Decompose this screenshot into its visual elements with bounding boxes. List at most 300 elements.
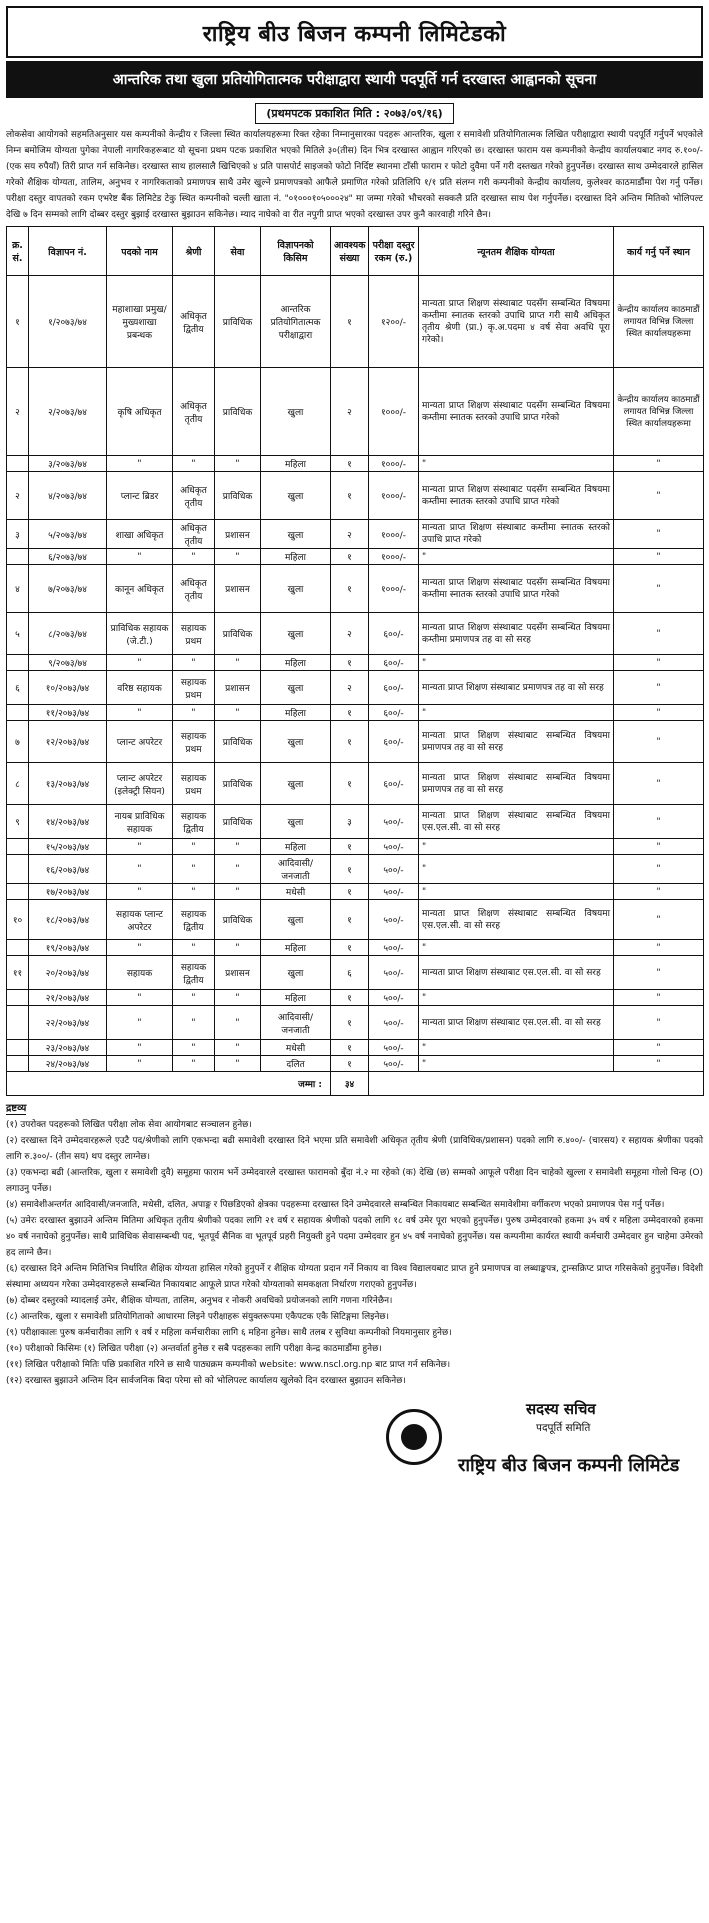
row-post: कानून अधिकृत	[107, 565, 173, 613]
row-count: १	[331, 1040, 369, 1056]
row-qualification: "	[419, 456, 614, 472]
col-count: आवश्यक संख्या	[331, 227, 369, 276]
row-post: महाशाखा प्रमुख/ मुख्यशाखा प्रबन्धक	[107, 276, 173, 368]
row-qualification: "	[419, 655, 614, 671]
row-count: १	[331, 276, 369, 368]
row-sn: ९	[7, 805, 29, 839]
row-type: महिला	[261, 990, 331, 1006]
table-row	[7, 839, 704, 855]
col-post: पदको नाम	[107, 227, 173, 276]
row-fee: ५००/-	[369, 1006, 419, 1040]
table-row	[7, 956, 704, 990]
row-count: २	[331, 520, 369, 549]
row-location: "	[614, 472, 704, 520]
row-adv-no: ५/२०७३/७४	[29, 520, 107, 549]
row-adv-no: ७/२०७३/७४	[29, 565, 107, 613]
row-location: "	[614, 456, 704, 472]
row-grade: अधिकृत द्वितीय	[173, 276, 215, 368]
row-qualification: मान्यता प्राप्त शिक्षण संस्थाबाट पदसँग सम्बन्धित विषयमा कम्तीमा स्नातक स्तरको उपाधि प्राप्त गरेको	[419, 472, 614, 520]
row-location: "	[614, 805, 704, 839]
company-name: राष्ट्रिय बीउ बिजन कम्पनी लिमिटेड	[458, 1455, 680, 1476]
row-location: "	[614, 520, 704, 549]
row-fee: ५००/-	[369, 990, 419, 1006]
col-adv: विज्ञापन नं.	[29, 227, 107, 276]
total-row	[7, 1072, 704, 1096]
row-fee: ६००/-	[369, 655, 419, 671]
row-location: केन्द्रीय कार्यालय काठमाडौं लगायत विभिन्न जिल्ला स्थित कार्यालयहरूमा	[614, 276, 704, 368]
row-grade: "	[173, 1056, 215, 1072]
note-item: (४) समावेशीअन्तर्गत आदिवासी/जनजाति, मधेसी, दलित, अपाङ्ग र पिछडिएको क्षेत्रका पदहरूमा दरखास्त दिने उम्मेदवारले सम्बन्धित निकायबाट सम्बन्धित समावेशीमा वर्गीकरण भएको प्रमाणपत्र पेस गर्नु पर्नेछ।	[6, 1200, 665, 1210]
row-sn: ४	[7, 565, 29, 613]
table-row	[7, 721, 704, 763]
row-grade: सहायक द्वितीय	[173, 805, 215, 839]
table-row	[7, 855, 704, 884]
row-qualification: मान्यता प्राप्त शिक्षण संस्थाबाट एस.एल.सी. वा सो सरह	[419, 1006, 614, 1040]
row-qualification: "	[419, 855, 614, 884]
row-location: "	[614, 549, 704, 565]
row-grade: अधिकृत तृतीय	[173, 565, 215, 613]
row-sn: १	[7, 276, 29, 368]
row-type: खुला	[261, 900, 331, 940]
intro-paragraph: लोकसेवा आयोगको सहमतिअनुसार यस कम्पनीको केन्द्रीय र जिल्ला स्थित कार्यालयहरूमा रिक्त रहेका निम्नानुसारका पदहरू आन्तरिक, खुला र समावेशी प्रतियोगितात्मक लिखित परीक्षाद्वारा स्थायी पदपूर्ति गर्नुपर्ने भएकोले निम्न बमोजिम योग्यता पुगेका नेपाली नागरिकहरूबाट यो सूचना प्रथम पटक प्रकाशित भएको मितिले ३०(तीस) दिन भित्र दरखास्त आह्वान गरिएको छ। दरखास्त फाराम यस कम्पनीको केन्द्रीय कार्यालयबाट नगद रु.१००/- (एक सय रुपैयाँ) तिरी प्राप्त गर्न सकिनेछ। दरखास्त साथ हालसालै खिचिएको ४ प्रति पासपोर्ट साइजको फोटो निर्दिष्ट स्थानमा टाँसी फाराम र फोटो दुवैमा पर्ने गरी दस्तखत गरेको हुनुपर्नेछ। दरखास्त साथ उम्मेदवारले हासिल गरेको शैक्षिक योग्यता, तालिम, अनुभव र नागरिकताको प्रमाणपत्र साथै उमेर खुल्ने प्रमाणपत्रको आफैले प्रमाणित गरेको प्रतिलिपि १/१ प्रति संलग्न गरी कम्पनीको केन्द्रीय कार्यालय, कुलेश्वर काठमाडौंमा पेश गर्नु पर्नेछ। परीक्षा दस्तुर वापतको रकम एभरेष्ट बैंक लिमिटेड टेकु स्थित कम्पनीको चल्ती खाता नं. "०१०००१०५०००२४" मा जम्मा गरेको भौचरको सक्कलै प्रति दरखास्त साथ पेश गर्नुपर्नेछ। दरखास्त दिने अन्तिम मितिको भोलिपल्ट देखि ७ दिन सम्मको लागि दोब्बर दस्तुर बुझाई दरखास्त बुझाउन सकिनेछ। म्याद नाघेको वा रीत नपुगी प्राप्त भएको दरखास्त उपर कुनै कारवाही गरिने छैन।	[6, 130, 703, 220]
row-post: शाखा अधिकृत	[107, 520, 173, 549]
row-fee: १०००/-	[369, 472, 419, 520]
col-service: सेवा	[215, 227, 261, 276]
row-grade: "	[173, 940, 215, 956]
row-adv-no: २/२०७३/७४	[29, 368, 107, 456]
row-type: आदिवासी/ जनजाती	[261, 1006, 331, 1040]
row-post: "	[107, 884, 173, 900]
row-post: "	[107, 855, 173, 884]
row-count: १	[331, 705, 369, 721]
row-grade: अधिकृत तृतीय	[173, 520, 215, 549]
row-service: "	[215, 1006, 261, 1040]
row-adv-no: ८/२०७३/७४	[29, 613, 107, 655]
row-grade: सहायक द्वितीय	[173, 900, 215, 940]
row-fee: ५००/-	[369, 1056, 419, 1072]
row-qualification: "	[419, 705, 614, 721]
row-post: "	[107, 990, 173, 1006]
row-count: १	[331, 1006, 369, 1040]
table-row	[7, 655, 704, 671]
row-sn	[7, 1006, 29, 1040]
row-type: महिला	[261, 456, 331, 472]
row-location: "	[614, 956, 704, 990]
table-row	[7, 705, 704, 721]
row-grade: सहायक प्रथम	[173, 763, 215, 805]
row-qualification: मान्यता प्राप्त शिक्षण संस्थाबाट सम्बन्धित विषयमा एस.एल.सी. वा सो सरह	[419, 805, 614, 839]
row-adv-no: १०/२०७३/७४	[29, 671, 107, 705]
row-fee: १०००/-	[369, 549, 419, 565]
row-adv-no: २१/२०७३/७४	[29, 990, 107, 1006]
table-row	[7, 940, 704, 956]
note-item: (२) दरखास्त दिने उम्मेदवारहरूले एउटै पद/श्रेणीको लागि एकभन्दा बढी समावेशी दरखास्त दिने भएमा प्रति समावेशी अधिकृत तृतीय श्रेणी (प्राविधिक/प्रशासन) पदको लागि रु.४००/- (चारसय) र सहायक श्रेणीका पदको लागि रु.३००/- (तीन सय) थप दस्तुर लाग्नेछ।	[6, 1136, 703, 1162]
row-type: खुला	[261, 368, 331, 456]
row-count: २	[331, 671, 369, 705]
row-grade: "	[173, 549, 215, 565]
row-sn: १०	[7, 900, 29, 940]
table-row	[7, 884, 704, 900]
signatory-title: सदस्य सचिव	[526, 1400, 596, 1418]
row-location: "	[614, 1006, 704, 1040]
row-grade: "	[173, 855, 215, 884]
row-grade: सहायक प्रथम	[173, 613, 215, 655]
row-service: "	[215, 839, 261, 855]
notice-title: आन्तरिक तथा खुला प्रतियोगितात्मक परीक्षाद्वारा स्थायी पदपूर्ति गर्न दरखास्त आह्वानको सूचना	[6, 61, 703, 98]
row-type: महिला	[261, 940, 331, 956]
notice-page	[6, 6, 703, 1497]
note-item: (३) एकभन्दा बढी (आन्तरिक, खुला र समावेशी दुवै) समूहमा फाराम भर्ने उम्मेदवारले दरखास्त फारामको बुँदा नं.२ मा रहेको (क) देखि (छ) सम्मको आफूले परीक्षा दिन चाहेको खुल्ला र समावेशी समूहमा गोलो चिन्ह (O) लगाउनु पर्नेछ।	[6, 1168, 703, 1194]
row-qualification: "	[419, 839, 614, 855]
row-location: "	[614, 655, 704, 671]
row-count: १	[331, 763, 369, 805]
row-type: खुला	[261, 805, 331, 839]
notes-list	[6, 1117, 703, 1389]
row-post: "	[107, 549, 173, 565]
row-adv-no: १३/२०७३/७४	[29, 763, 107, 805]
row-count: १	[331, 456, 369, 472]
row-count: १	[331, 1056, 369, 1072]
row-location: "	[614, 763, 704, 805]
row-type: महिला	[261, 549, 331, 565]
row-fee: ५००/-	[369, 855, 419, 884]
row-grade: सहायक द्वितीय	[173, 956, 215, 990]
table-row	[7, 671, 704, 705]
table-row	[7, 565, 704, 613]
row-adv-no: २०/२०७३/७४	[29, 956, 107, 990]
row-adv-no: २३/२०७३/७४	[29, 1040, 107, 1056]
row-grade: सहायक प्रथम	[173, 671, 215, 705]
row-sn	[7, 1056, 29, 1072]
row-count: १	[331, 565, 369, 613]
row-count: ६	[331, 956, 369, 990]
row-adv-no: ११/२०७३/७४	[29, 705, 107, 721]
table-row	[7, 1006, 704, 1040]
table-row	[7, 276, 704, 368]
row-adv-no: ६/२०७३/७४	[29, 549, 107, 565]
row-service: "	[215, 655, 261, 671]
row-count: २	[331, 613, 369, 655]
row-grade: "	[173, 1006, 215, 1040]
row-sn: ३	[7, 520, 29, 549]
row-qualification: मान्यता प्राप्त शिक्षण संस्थाबाट पदसँग सम्बन्धित विषयमा कम्तीमा स्नातक स्तरको उपाधि प्राप्त गरेको	[419, 368, 614, 456]
row-service: "	[215, 456, 261, 472]
row-adv-no: १९/२०७३/७४	[29, 940, 107, 956]
row-adv-no: ४/२०७३/७४	[29, 472, 107, 520]
row-post: प्लान्ट अपरेटर (इलेक्ट्री सियन)	[107, 763, 173, 805]
table-body	[7, 276, 704, 1072]
row-count: १	[331, 472, 369, 520]
note-item: (१) उपरोक्त पदहरूको लिखित परीक्षा लोक सेवा आयोगबाट सञ्चालन हुनेछ।	[6, 1120, 252, 1130]
row-sn	[7, 549, 29, 565]
table-row	[7, 613, 704, 655]
row-location: "	[614, 613, 704, 655]
note-item: (११) लिखित परीक्षाको मितिः पछि प्रकाशित गरिने छ साथै पाठ्यक्रम कम्पनीको website: www.nscl.org.np बाट प्राप्त गर्न सकिनेछ।	[6, 1360, 451, 1370]
row-service: प्राविधिक	[215, 900, 261, 940]
pub-date-row	[6, 102, 703, 124]
row-fee: १०००/-	[369, 456, 419, 472]
table-row	[7, 990, 704, 1006]
row-fee: १०००/-	[369, 565, 419, 613]
row-location: "	[614, 1056, 704, 1072]
row-location: "	[614, 900, 704, 940]
row-grade: "	[173, 705, 215, 721]
row-post: नायब प्राविधिक सहायक	[107, 805, 173, 839]
row-type: खुला	[261, 763, 331, 805]
row-count: १	[331, 900, 369, 940]
row-fee: ५००/-	[369, 900, 419, 940]
row-sn: ८	[7, 763, 29, 805]
table-row	[7, 1040, 704, 1056]
col-grade: श्रेणी	[173, 227, 215, 276]
note-item: (५) उमेरः दरखास्त बुझाउने अन्तिम मितिमा अधिकृत तृतीय श्रेणीको पदका लागि २१ वर्ष र सहायक श्रेणीको पदको लागि १८ वर्ष उमेर पूरा भएको हुनुपर्नेछ। पुरुष उम्मेदवारको हकमा ३५ वर्ष र महिला उम्मेदवारको हकमा ४० वर्ष ननाघेको हुनुपर्नेछ। साथै प्राविधिक सेवासम्बन्धी पद, भूतपूर्व सैनिक वा भूतपूर्व प्रहरी नियुक्ती हुने पदमा उम्मेदवार हुन ४५ वर्ष ननाघेको हुनुपर्नेछ। यस कम्पनीमा कार्यरत स्थायी कर्मचारी उम्मेदवार हुन चाहेमा उमेरको हद लाग्ने छैन।	[6, 1216, 703, 1258]
row-post: "	[107, 655, 173, 671]
row-service: "	[215, 705, 261, 721]
row-sn	[7, 655, 29, 671]
row-location: "	[614, 705, 704, 721]
row-adv-no: १४/२०७३/७४	[29, 805, 107, 839]
row-service: "	[215, 884, 261, 900]
row-service: प्रशासन	[215, 956, 261, 990]
row-sn	[7, 940, 29, 956]
table-row	[7, 1056, 704, 1072]
row-service: "	[215, 855, 261, 884]
row-count: १	[331, 839, 369, 855]
row-post: "	[107, 1056, 173, 1072]
row-count: १	[331, 940, 369, 956]
table-header-row	[7, 227, 704, 276]
row-qualification: मान्यता प्राप्त शिक्षण संस्थाबाट पदसँग सम्बन्धित विषयमा कम्तीमा स्नातक स्तरको उपाधि प्राप्त गरी साथै अधिकृत तृतीय श्रेणी (प्रा.) कृ.अ.पदमा ४ वर्ष सेवा अवधि पूरा गरेको।	[419, 276, 614, 368]
row-type: खुला	[261, 613, 331, 655]
row-type: आदिवासी/ जनजाती	[261, 855, 331, 884]
total-value: ३४	[331, 1072, 369, 1096]
row-adv-no: ३/२०७३/७४	[29, 456, 107, 472]
row-count: ३	[331, 805, 369, 839]
note-item: (६) दरखास्त दिने अन्तिम मितिभित्र निर्धारित शैक्षिक योग्यता हासिल गरेको हुनुपर्ने र शैक्षिक योग्यता प्रदान गर्ने निकाय वा विश्व विद्यालयबाट प्राप्त हुने प्रमाणपत्र वा लब्धाङ्कपत्र, ट्रान्सक्रिप्ट प्राप्त गरिसकेको हुनुपर्नेछ। विदेशी संस्थामा अध्ययन गरेका उम्मेदवारहरूले सम्बन्धित निकायबाट आफूले प्राप्त गरेको योग्यताको समकक्षता निर्धारण गराएको हुनुपर्नेछ।	[6, 1264, 703, 1290]
row-service: "	[215, 1056, 261, 1072]
row-grade: "	[173, 990, 215, 1006]
row-location: केन्द्रीय कार्यालय काठमाडौं लगायत विभिन्न जिल्ला स्थित कार्यालयहरूमा	[614, 368, 704, 456]
row-fee: ६००/-	[369, 613, 419, 655]
row-sn: २	[7, 472, 29, 520]
table-row	[7, 472, 704, 520]
row-grade: "	[173, 456, 215, 472]
table-row	[7, 520, 704, 549]
row-adv-no: १८/२०७३/७४	[29, 900, 107, 940]
committee-name: पदपूर्ति समिति	[536, 1422, 591, 1434]
note-item: (९) परीक्षाकालः पुरुष कर्मचारीका लागि १ वर्ष र महिला कर्मचारीका लागि ६ महिना हुनेछ। साथै तलब र सुविधा कम्पनीको नियमानुसार हुनेछ।	[6, 1328, 452, 1338]
row-location: "	[614, 940, 704, 956]
row-service: प्राविधिक	[215, 472, 261, 520]
row-sn	[7, 839, 29, 855]
row-grade: "	[173, 884, 215, 900]
row-location: "	[614, 990, 704, 1006]
row-adv-no: २२/२०७३/७४	[29, 1006, 107, 1040]
row-fee: ५००/-	[369, 805, 419, 839]
row-type: महिला	[261, 839, 331, 855]
row-qualification: मान्यता प्राप्त शिक्षण संस्थाबाट पदसँग सम्बन्धित विषयमा कम्तीमा स्नातक स्तरको उपाधि प्राप्त गरेको	[419, 565, 614, 613]
row-location: "	[614, 721, 704, 763]
row-qualification: मान्यता प्राप्त शिक्षण संस्थाबाट प्रमाणपत्र तह वा सो सरह	[419, 671, 614, 705]
row-service: प्राविधिक	[215, 763, 261, 805]
total-blank	[369, 1072, 704, 1096]
row-fee: ५००/-	[369, 1040, 419, 1056]
row-fee: १२००/-	[369, 276, 419, 368]
row-location: "	[614, 855, 704, 884]
org-title: राष्ट्रिय बीउ बिजन कम्पनी लिमिटेडको	[6, 6, 703, 58]
row-adv-no: १/२०७३/७४	[29, 276, 107, 368]
row-type: मधेसी	[261, 884, 331, 900]
row-type: दलित	[261, 1056, 331, 1072]
row-sn: ६	[7, 671, 29, 705]
pub-date: (प्रथमपटक प्रकाशित मिति : २०७३/०९/१६)	[255, 103, 453, 124]
col-loc: कार्य गर्नु पर्ने स्थान	[614, 227, 704, 276]
row-service: प्रशासन	[215, 565, 261, 613]
note-item: (१२) दरखास्त बुझाउने अन्तिम दिन सार्वजनिक बिदा परेमा सो को भोलिपल्ट कार्यालय खुलेको दिन दरखास्त बुझाउन सकिनेछ।	[6, 1376, 406, 1386]
row-fee: ५००/-	[369, 884, 419, 900]
row-type: खुला	[261, 721, 331, 763]
row-sn: ५	[7, 613, 29, 655]
row-fee: १०००/-	[369, 520, 419, 549]
row-post: प्लान्ट ब्रिडर	[107, 472, 173, 520]
company-seal-icon	[386, 1409, 442, 1465]
row-qualification: मान्यता प्राप्त शिक्षण संस्थाबाट पदसँग सम्बन्धित विषयमा कम्तीमा प्रमाणपत्र तह वा सो सरह	[419, 613, 614, 655]
col-fee: परीक्षा दस्तुर रकम (रु.)	[369, 227, 419, 276]
row-post: कृषि अधिकृत	[107, 368, 173, 456]
table-row	[7, 763, 704, 805]
row-location: "	[614, 1040, 704, 1056]
row-qualification: मान्यता प्राप्त शिक्षण संस्थाबाट सम्बन्धित विषयमा एस.एल.सी. वा सो सरह	[419, 900, 614, 940]
row-post: सहायक प्लान्ट अपरेटर	[107, 900, 173, 940]
row-sn	[7, 456, 29, 472]
row-qualification: मान्यता प्राप्त शिक्षण संस्थाबाट सम्बन्धित विषयमा प्रमाणपत्र तह वा सो सरह	[419, 721, 614, 763]
row-adv-no: १२/२०७३/७४	[29, 721, 107, 763]
table-row	[7, 805, 704, 839]
row-adv-no: १५/२०७३/७४	[29, 839, 107, 855]
row-grade: अधिकृत तृतीय	[173, 472, 215, 520]
row-post: "	[107, 940, 173, 956]
row-sn: ७	[7, 721, 29, 763]
row-service: प्राविधिक	[215, 368, 261, 456]
row-service: "	[215, 1040, 261, 1056]
row-service: प्राविधिक	[215, 721, 261, 763]
row-qualification: "	[419, 549, 614, 565]
posts-table	[6, 226, 704, 1096]
table-row	[7, 549, 704, 565]
row-sn	[7, 1040, 29, 1056]
row-adv-no: १७/२०७३/७४	[29, 884, 107, 900]
row-adv-no: २४/२०७३/७४	[29, 1056, 107, 1072]
row-grade: "	[173, 1040, 215, 1056]
col-sn: क्र. सं.	[7, 227, 29, 276]
row-sn	[7, 855, 29, 884]
row-service: "	[215, 990, 261, 1006]
row-count: १	[331, 855, 369, 884]
row-count: १	[331, 655, 369, 671]
row-type: खुला	[261, 520, 331, 549]
row-fee: ५००/-	[369, 940, 419, 956]
row-service: प्रशासन	[215, 520, 261, 549]
signature-block	[6, 1397, 703, 1497]
row-post: "	[107, 1040, 173, 1056]
note-item: (७) दोब्बर दस्तुरको म्यादलाई उमेर, शैक्षिक योग्यता, तालिम, अनुभव र नोकरी अवधिको प्रयोजनको लागि गणना गरिनेछैन।	[6, 1296, 393, 1306]
row-type: खुला	[261, 671, 331, 705]
row-post: प्लान्ट अपरेटर	[107, 721, 173, 763]
row-type: खुला	[261, 565, 331, 613]
row-qualification: मान्यता प्राप्त शिक्षण संस्थाबाट एस.एल.सी. वा सो सरह	[419, 956, 614, 990]
table-row	[7, 368, 704, 456]
row-post: "	[107, 456, 173, 472]
row-fee: ५००/-	[369, 839, 419, 855]
row-fee: ६००/-	[369, 705, 419, 721]
note-item: (१०) परीक्षाको किसिमः (१) लिखित परीक्षा (२) अन्तर्वार्ता हुनेछ र सबै पदहरूका लागि परीक्षा केन्द्र काठमाडौंमा हुनेछ।	[6, 1344, 382, 1354]
row-qualification: "	[419, 1040, 614, 1056]
row-count: २	[331, 368, 369, 456]
row-count: १	[331, 884, 369, 900]
row-qualification: मान्यता प्राप्त शिक्षण संस्थाबाट कम्तीमा स्नातक स्तरको उपाधि प्राप्त गरेको	[419, 520, 614, 549]
row-sn	[7, 990, 29, 1006]
row-location: "	[614, 884, 704, 900]
row-qualification: मान्यता प्राप्त शिक्षण संस्थाबाट सम्बन्धित विषयमा प्रमाणपत्र तह वा सो सरह	[419, 763, 614, 805]
row-fee: ६००/-	[369, 671, 419, 705]
row-qualification: "	[419, 940, 614, 956]
col-qual: न्यूनतम शैक्षिक योग्यता	[419, 227, 614, 276]
row-type: आन्तरिक प्रतियोगितात्मक परीक्षाद्वारा	[261, 276, 331, 368]
row-type: मधेसी	[261, 1040, 331, 1056]
row-qualification: "	[419, 1056, 614, 1072]
row-grade: सहायक प्रथम	[173, 721, 215, 763]
row-count: १	[331, 990, 369, 1006]
row-count: १	[331, 721, 369, 763]
row-service: प्राविधिक	[215, 276, 261, 368]
row-location: "	[614, 839, 704, 855]
row-fee: १०००/-	[369, 368, 419, 456]
note-item: (८) आन्तरिक, खुला र समावेशी प्रतियोगिताको आधारमा लिइने परीक्षाहरू संयुक्तरूपमा एकैपटक एकै सिटिङ्गमा लिइनेछ।	[6, 1312, 389, 1322]
row-location: "	[614, 671, 704, 705]
row-fee: ६००/-	[369, 721, 419, 763]
row-grade: अधिकृत तृतीय	[173, 368, 215, 456]
row-post: वरिष्ठ सहायक	[107, 671, 173, 705]
row-fee: ६००/-	[369, 763, 419, 805]
row-type: महिला	[261, 655, 331, 671]
row-grade: "	[173, 655, 215, 671]
row-location: "	[614, 565, 704, 613]
row-service: "	[215, 549, 261, 565]
table-row	[7, 900, 704, 940]
total-label: जम्मा :	[7, 1072, 331, 1096]
row-post: "	[107, 1006, 173, 1040]
row-sn: २	[7, 368, 29, 456]
row-service: "	[215, 940, 261, 956]
row-type: खुला	[261, 956, 331, 990]
row-sn	[7, 884, 29, 900]
row-type: खुला	[261, 472, 331, 520]
row-post: प्राविधिक सहायक (जे.टी.)	[107, 613, 173, 655]
row-post: "	[107, 705, 173, 721]
row-post: सहायक	[107, 956, 173, 990]
row-type: महिला	[261, 705, 331, 721]
row-fee: ५००/-	[369, 956, 419, 990]
notes-heading: द्रष्टव्य	[6, 1100, 26, 1115]
table-row	[7, 456, 704, 472]
row-service: प्राविधिक	[215, 805, 261, 839]
row-sn	[7, 705, 29, 721]
row-qualification: "	[419, 990, 614, 1006]
row-service: प्रशासन	[215, 671, 261, 705]
row-sn: ११	[7, 956, 29, 990]
row-count: १	[331, 549, 369, 565]
row-qualification: "	[419, 884, 614, 900]
